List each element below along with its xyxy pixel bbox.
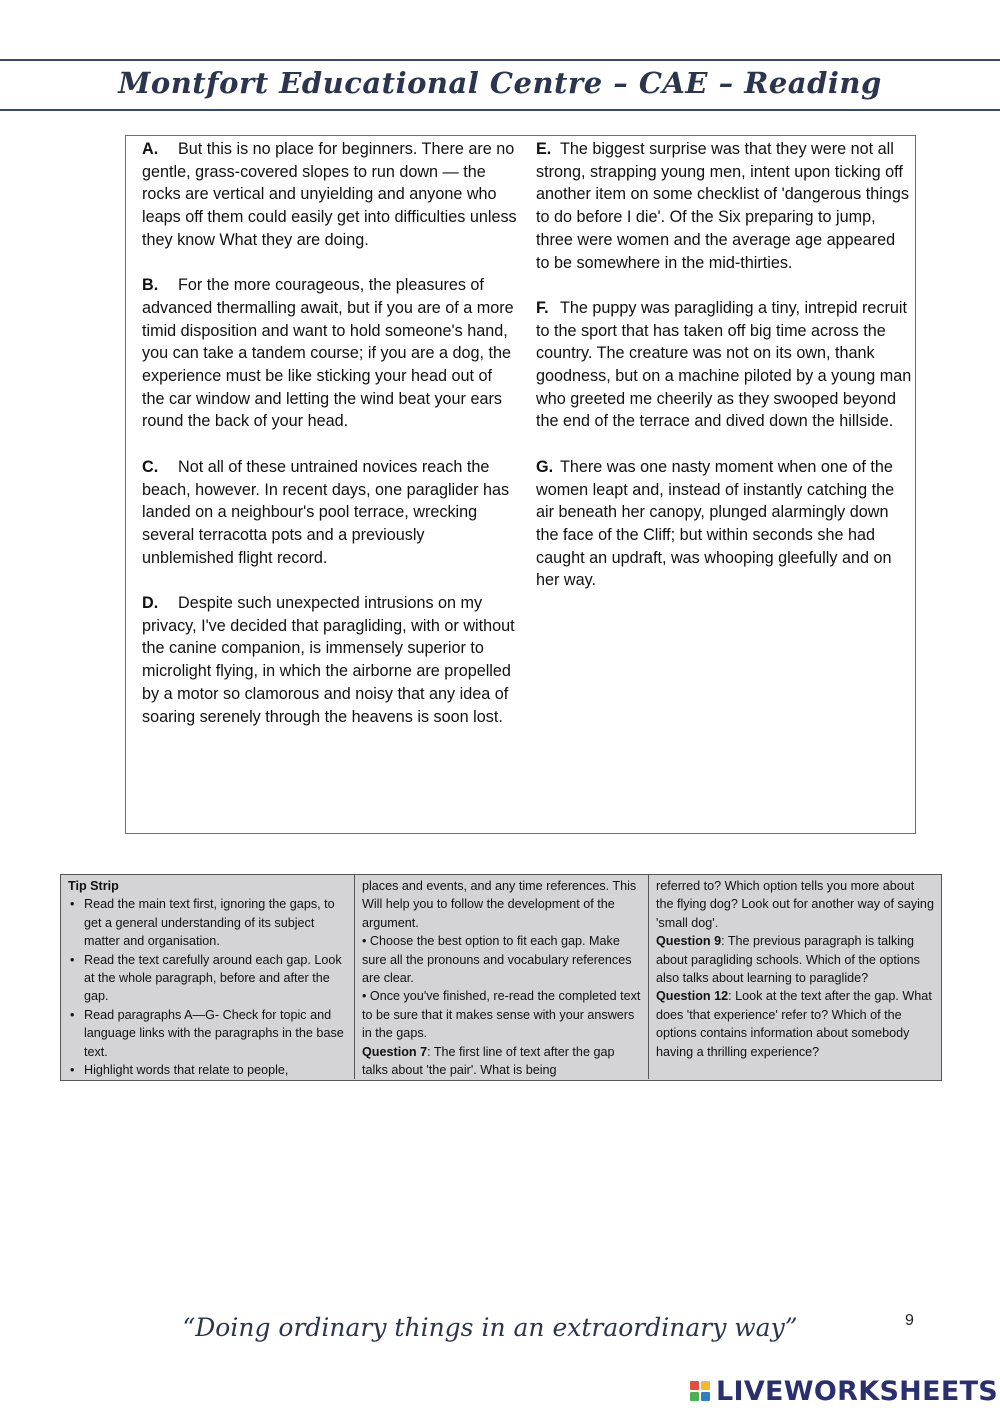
question-tip-text: : The first line of text after the gap talks about 'the pair'. What is being	[362, 1044, 615, 1078]
paragraph-letter: F.	[536, 298, 549, 317]
question-tip-text: : Look at the text after the gap. What does 'that experience' refer to? Which of the options contains information about somebody having a thrilling experience?	[656, 989, 932, 1059]
tip-strip-heading: Tip Strip	[68, 879, 119, 893]
tip-item: • Highlight words that relate to people,	[84, 1061, 348, 1079]
paragraph-b	[142, 274, 517, 433]
paragraph-letter: D.	[142, 594, 159, 613]
paragraph-g	[536, 456, 912, 592]
paragraph-text: But this is no place for beginners. There are no gentle, grass-covered slopes to run down — the rocks are vertical and unyielding and anyone who leaps off them could easily get into difficulties unless they know What they are doing.	[142, 140, 517, 249]
tip-item: • Once you've finished, re-read the completed text to be sure that it makes sense with your answers in the gaps.	[362, 989, 641, 1041]
liveworksheets-logo-icon	[690, 1381, 710, 1401]
tip-strip-column-2	[355, 875, 649, 1079]
question-label: Question 12	[656, 989, 729, 1004]
footer-motto: “Doing ordinary things in an extraordinary way”	[182, 1313, 798, 1342]
liveworksheets-brand[interactable]	[690, 1374, 998, 1408]
paragraph-column-left	[142, 138, 517, 751]
page-number: 9	[905, 1312, 914, 1329]
brand-name: LIVEWORKSHEETS	[716, 1375, 999, 1407]
paragraph-text: The biggest surprise was that they were not all strong, strapping young men, intent upon ticking off another item on some checklist of 'dangerous things to do before I die'. Of the Six preparing to jump, three were women and the average age appeared to be somewhere in the mid-thirties.	[536, 140, 909, 272]
paragraph-text: There was one nasty moment when one of the women leapt and, instead of instantly catching the air beneath her canopy, plunged alarmingly down the face of the Cliff; but within seconds she had caught an updraft, was whooping gleefully and on her way.	[536, 457, 895, 590]
tip-strip-table	[60, 874, 942, 1081]
question-12-tip	[656, 987, 934, 1061]
logo-square	[690, 1381, 699, 1390]
tip-continuation: places and events, and any time references. This Will help you to follow the development of the argument.	[362, 879, 637, 930]
tip-list	[68, 895, 348, 1079]
paragraph-f	[536, 297, 912, 433]
paragraph-a	[142, 138, 517, 252]
logo-square	[701, 1381, 710, 1390]
question-label: Question 9	[656, 934, 722, 949]
logo-square	[690, 1392, 699, 1401]
paragraph-column-right	[536, 138, 912, 615]
paragraph-text: The puppy was paragliding a tiny, intrepid recruit to the sport that has taken off big time across the country. The creature was not on its own, thank goodness, but on a machine piloted by a young man who greeted me cheerily as they swooped beyond the end of the terrace and dived down the hillside.	[536, 298, 912, 431]
paragraph-letter: E.	[536, 140, 552, 158]
tip-strip-column-3	[649, 875, 940, 1079]
page-header-title: Montfort Educational Centre – CAE – Reading	[118, 66, 882, 100]
header-rule-bottom	[0, 109, 1000, 111]
question-label: Question 7	[362, 1044, 428, 1059]
question-tip-text: : The previous paragraph is talking about paragliding schools. Which of the options also talks about learning to paraglide?	[656, 934, 920, 986]
paragraph-e	[536, 138, 912, 274]
paragraph-c	[142, 456, 517, 570]
question-9-tip	[656, 932, 934, 987]
paragraph-letter: G.	[536, 457, 554, 476]
tip-strip-column-1	[61, 875, 355, 1079]
tip-continuation: referred to? Which option tells you more about the flying dog? Look out for another way of saying 'small dog'.	[656, 879, 934, 930]
tip-item: • Read paragraphs A—G- Check for topic and language links with the paragraphs in the base text.	[84, 1006, 348, 1061]
tip-item: • Read the main text first, ignoring the gaps, to get a general understanding of its subject matter and organisation.	[84, 895, 348, 950]
paragraph-letter: A.	[142, 140, 159, 158]
paragraph-text: Despite such unexpected intrusions on my privacy, I've decided that paragliding, with or without the canine companion, is immensely superior to microlight flying, in which the airborne are propelled by a motor so clamorous and noisy that any idea of soaring serenely through the heavens is soon lost.	[142, 594, 515, 726]
tip-item: • Choose the best option to fit each gap. Make sure all the pronouns and vocabulary references are clear.	[362, 934, 632, 986]
paragraph-text: For the more courageous, the pleasures of advanced thermalling await, but if you are of a more timid disposition and want to hold someone's hand, you can take a tandem course; if you are a dog, the experience must be like sticking your head out of the car window and letting the wind beat your ears round the back of your head.	[142, 276, 514, 431]
paragraph-options-box	[125, 135, 916, 834]
paragraph-d	[142, 592, 517, 728]
paragraph-text: Not all of these untrained novices reach the beach, however. In recent days, one paraglider has landed on a neighbour's pool terrace, wrecking several terracotta pots and a previously unblemished flight record.	[142, 457, 510, 567]
question-7-tip	[362, 1043, 642, 1079]
tip-item: • Read the text carefully around each gap. Look at the whole paragraph, before and after the gap.	[84, 951, 348, 1006]
logo-square	[701, 1392, 710, 1401]
paragraph-letter: B.	[142, 276, 159, 295]
paragraph-letter: C.	[142, 457, 159, 476]
header-rule-top	[0, 59, 1000, 61]
